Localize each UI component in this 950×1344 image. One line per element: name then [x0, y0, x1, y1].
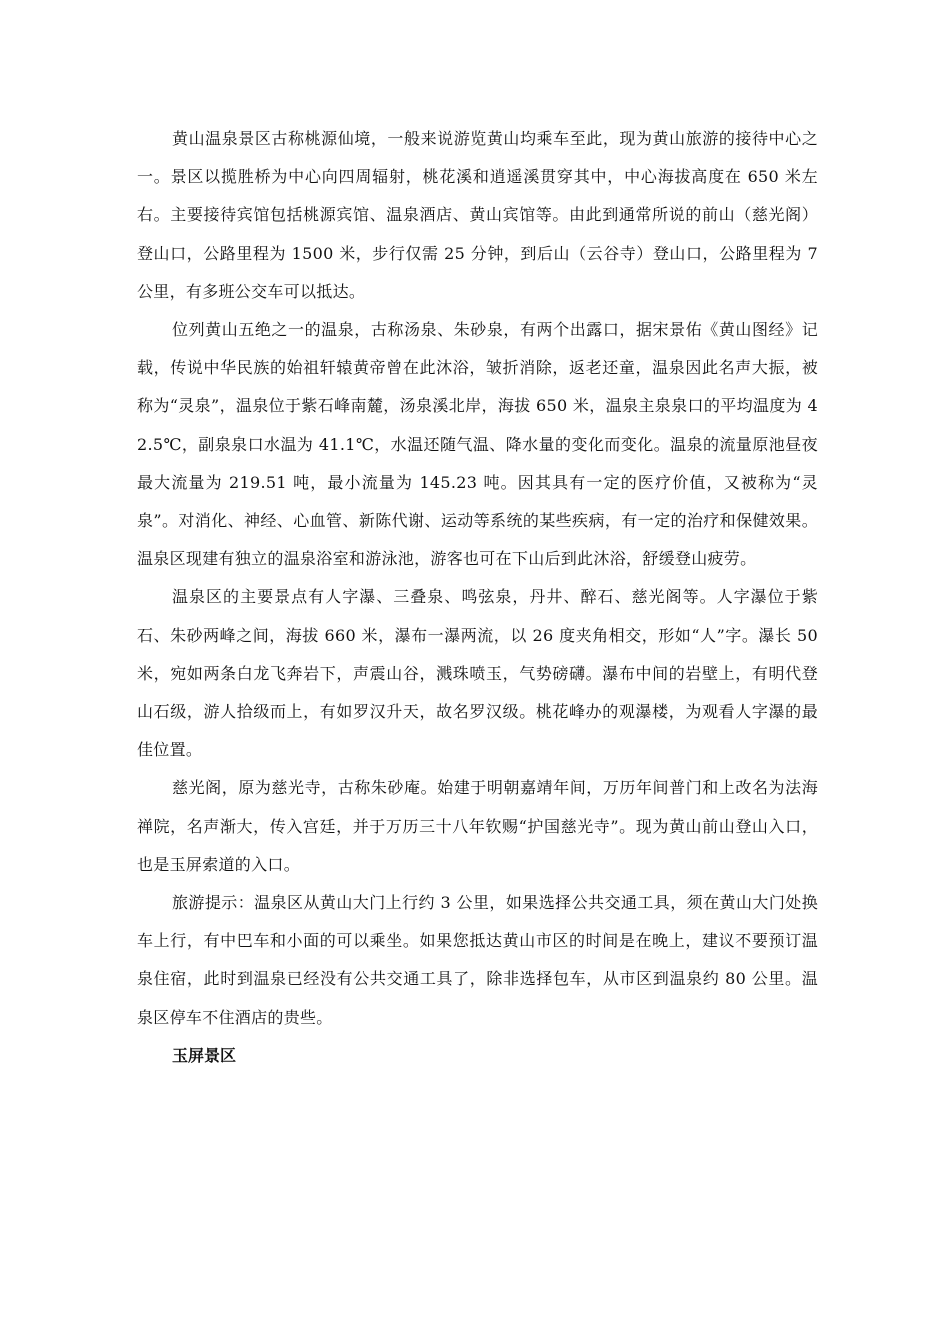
paragraph-main-attractions: 温泉区的主要景点有人字瀑、三叠泉、鸣弦泉，丹井、醉石、慈光阁等。人字瀑位于紫石、朱砂两峰之间，海拔 660 米，瀑布一瀑两流，以 26 度夹角相交，形如“人”字。瀑长 50 米，宛如两条白龙飞奔岩下，声震山谷，溅珠喷玉，气势磅礴。瀑布中间的岩壁上，有明代登山石级，游人拾级而上，有如罗汉升天，故名罗汉级。桃花峰办的观瀑楼，为观看人字瀑的最佳位置。 — [137, 587, 818, 760]
section-heading-yuping: 玉屏景区 — [172, 1045, 237, 1065]
paragraph-travel-tips: 旅游提示：温泉区从黄山大门上行约 3 公里，如果选择公共交通工具，须在黄山大门处换车上行，有中巴车和小面的可以乘坐。如果您抵达黄山市区的时间是在晚上，建议不要预订温泉住宿，此时到温泉已经没有公共交通工具了，除非选择包车，从市区到温泉约 80 公里。温泉区停车不住酒店的贵些。 — [137, 893, 818, 1027]
paragraph-hot-spring-history: 位列黄山五绝之一的温泉，古称汤泉、朱砂泉，有两个出露口，据宋景佑《黄山图经》记载，传说中华民族的始祖轩辕黄帝曾在此沐浴，皱折消除，返老还童，温泉因此名声大振，被称为“灵泉”，温泉位于紫石峰南麓，汤泉溪北岸，海拔 650 米，温泉主泉泉口的平均温度为 42.5℃，副泉泉口水温为 41.1℃，水温还随气温、降水量的变化而变化。温泉的流量原池昼夜最大流量为 219.51 吨，最小流量为 145.23 吨。因其具有一定的医疗价值，又被称为“灵泉”。对消化、神经、心血管、新陈代谢、运动等系统的某些疾病，有一定的治疗和保健效果。温泉区现建有独立的温泉浴室和游泳池，游客也可在下山后到此沐浴，舒缓登山疲劳。 — [137, 320, 818, 569]
paragraph-ciguang-pavilion: 慈光阁，原为慈光寺，古称朱砂庵。始建于明朝嘉靖年间，万历年间普门和上改名为法海禅院，名声渐大，传入宫廷，并于万历三十八年钦赐“护国慈光寺”。现为黄山前山登山入口，也是玉屏索道的入口。 — [137, 778, 818, 874]
document-body — [137, 120, 818, 1075]
paragraph-hot-spring-intro: 黄山温泉景区古称桃源仙境，一般来说游览黄山均乘车至此，现为黄山旅游的接待中心之一。景区以揽胜桥为中心向四周辐射，桃花溪和逍遥溪贯穿其中，中心海拔高度在 650 米左右。主要接待宾馆包括桃源宾馆、温泉酒店、黄山宾馆等。由此到通常所说的前山（慈光阁）登山口，公路里程为 1500 米，步行仅需 25 分钟，到后山（云谷寺）登山口，公路里程为 7 公里，有多班公交车可以抵达。 — [137, 129, 818, 301]
